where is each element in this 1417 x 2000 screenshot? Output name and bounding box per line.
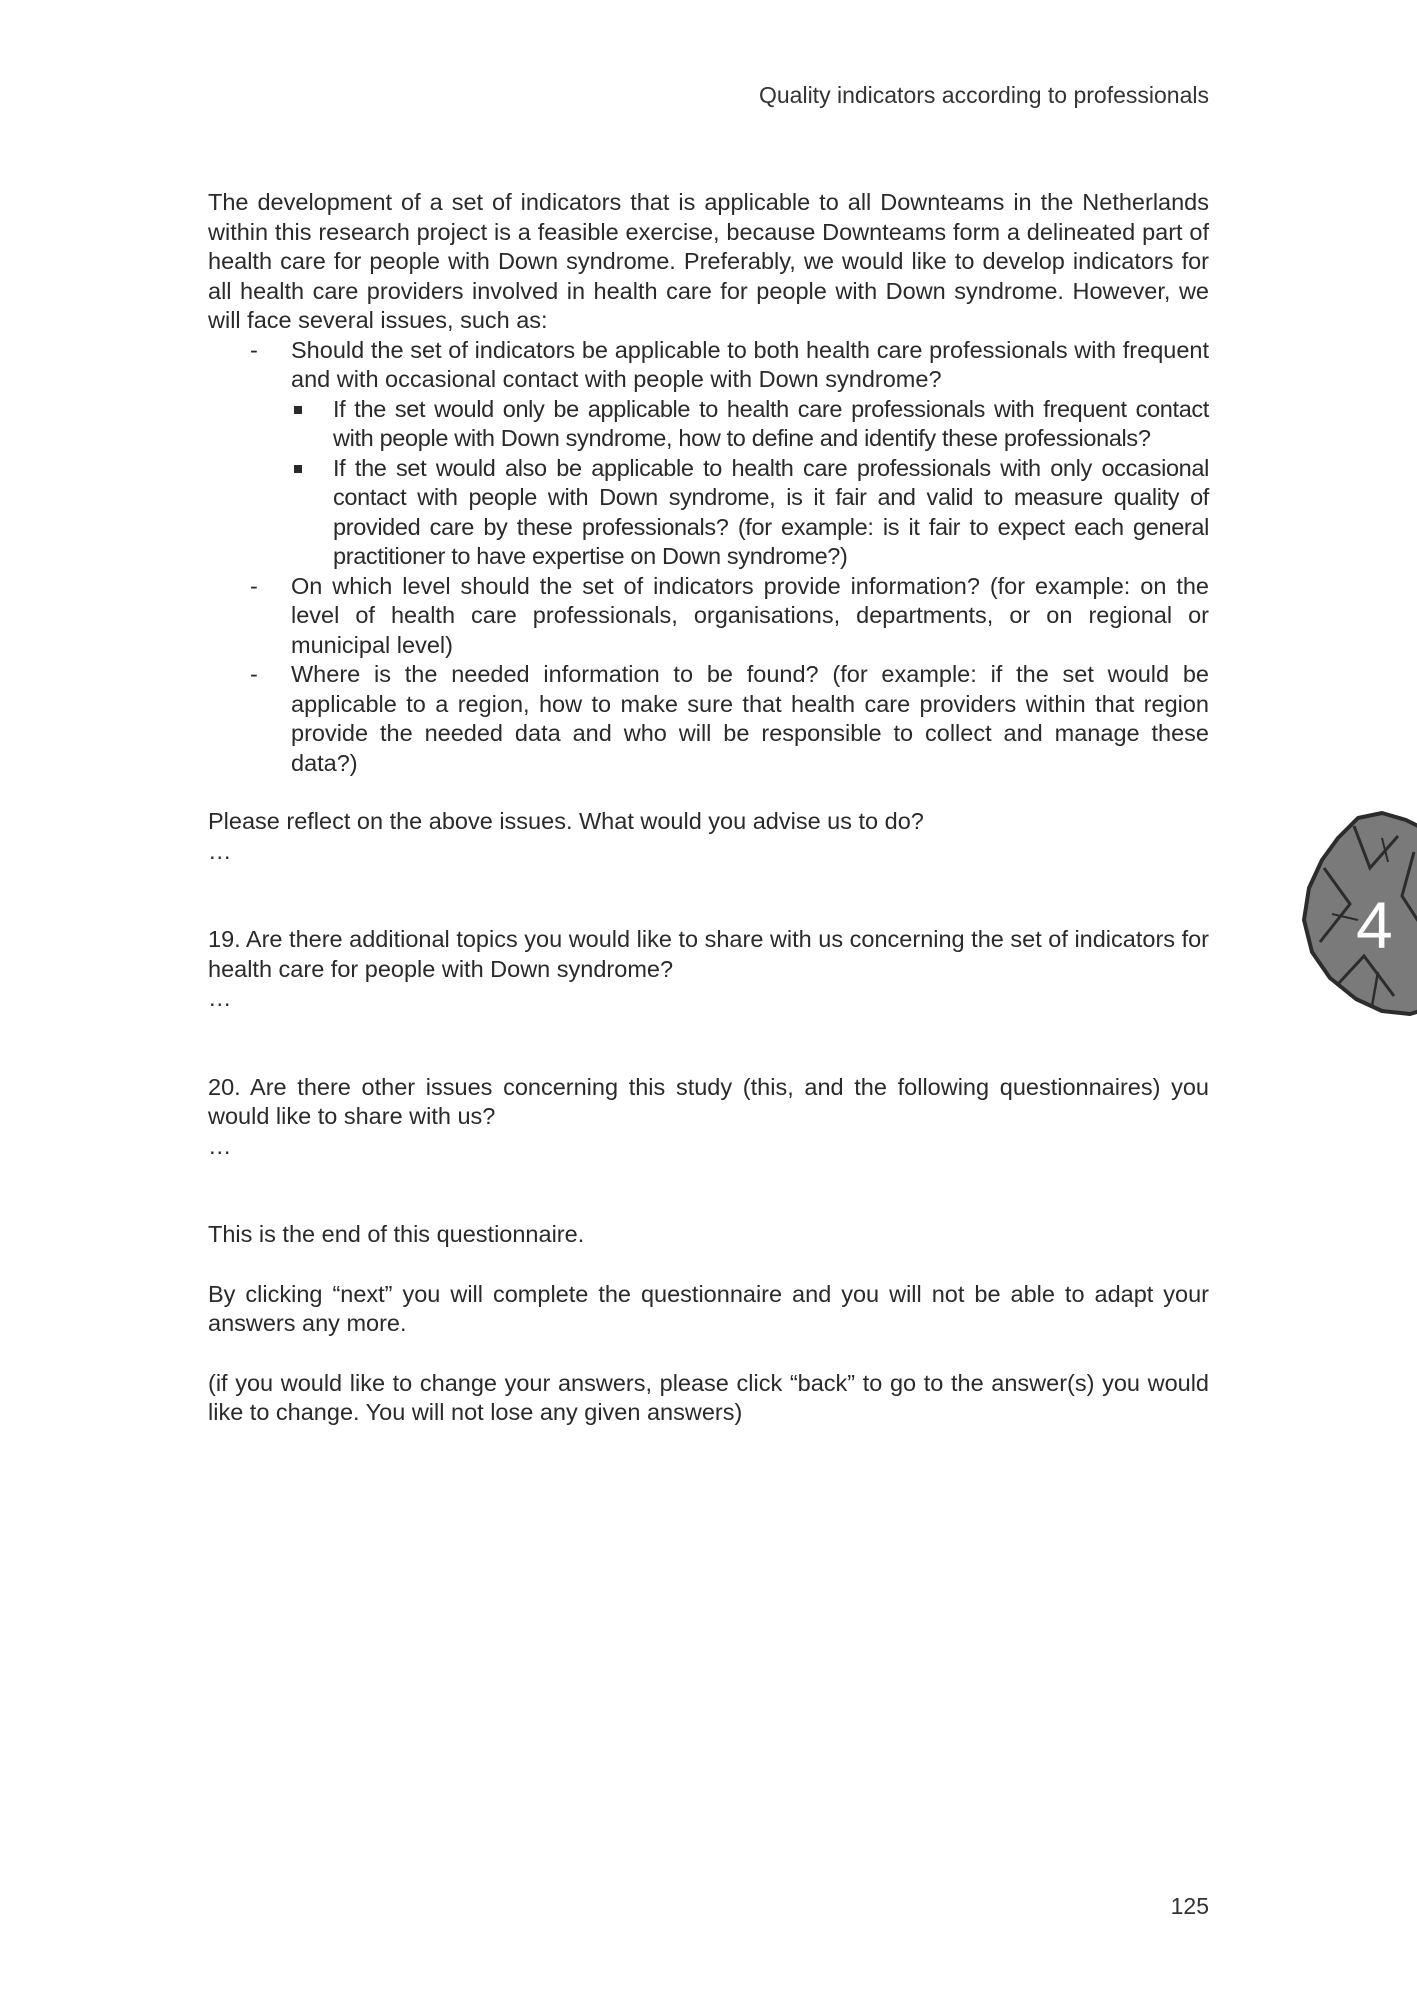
sub-issue-text: If the set would only be applicable to health care professionals with frequent contact with people with Down syndrome, how to define and identify these professionals? xyxy=(333,395,1209,451)
dash-marker: - xyxy=(250,572,258,599)
answer-placeholder: … xyxy=(208,985,232,1011)
next-notice: By clicking “next” you will complete the questionnaire and you will not be able to adapt your answers any more. xyxy=(208,1280,1209,1336)
issue-item xyxy=(208,572,1209,661)
issue-text: On which level should the set of indicators provide information? (for example: on the level of health care professionals, organisations, departments, or on regional or municipal level) xyxy=(291,572,1209,658)
issue-text: Should the set of indicators be applicable to both health care professionals with frequent and with occasional contact with people with Down syndrome? xyxy=(291,336,1209,392)
back-notice: (if you would like to change your answers, please click “back” to go to the answer(s) you would like to change. You will not lose any given answers) xyxy=(208,1369,1209,1425)
page-content xyxy=(208,188,1209,1428)
page-number: 125 xyxy=(1170,1893,1209,1919)
issue-item xyxy=(208,336,1209,572)
issue-text: Where is the needed information to be found? (for example: if the set would be applicable to a region, how to make sure that health care providers within that region provide the needed data and who will be responsible to collect and manage these data?) xyxy=(291,661,1209,776)
chapter-badge-graphic xyxy=(1298,808,1417,1020)
intro-paragraph: The development of a set of indicators that is applicable to all Downteams in the Netherlands within this research project is a feasible exercise, because Downteams form a delineated part of health care for people with Down syndrome. Preferably, we would like to develop indicators for all health care providers involved in health care for people with Down syndrome. However, we will face several issues, such as: xyxy=(208,189,1209,333)
issue-item xyxy=(208,660,1209,778)
chapter-tab xyxy=(1298,808,1417,1020)
sub-issue-item xyxy=(291,454,1209,572)
running-header: Quality indicators according to professionals xyxy=(758,82,1209,108)
issues-list xyxy=(208,336,1209,779)
square-bullet-icon xyxy=(294,406,302,414)
answer-placeholder: … xyxy=(208,1132,232,1159)
square-bullet-icon xyxy=(294,465,302,473)
question-20: 20. Are there other issues concerning this study (this, and the following questionnaires) you would like to share with us? xyxy=(208,1073,1209,1129)
answer-placeholder: … xyxy=(208,837,232,864)
chapter-number: 4 xyxy=(1356,888,1393,962)
sub-issue-text: If the set would also be applicable to health care professionals with only occasional contact with people with Down syndrome, is it fair and valid to measure quality of provided care by these professionals? (for example: is it fair to expect each general practitioner to have expertise on Down syndrome?) xyxy=(333,454,1209,569)
end-text: This is the end of this questionnaire. xyxy=(208,1221,585,1247)
sub-issues-list xyxy=(291,395,1209,572)
dash-marker: - xyxy=(250,336,258,363)
question-19: 19. Are there additional topics you would like to share with us concerning the set of indicators for health care for people with Down syndrome? xyxy=(208,926,1209,982)
reflect-prompt: Please reflect on the above issues. What would you advise us to do? xyxy=(208,808,924,834)
dash-marker: - xyxy=(250,661,258,687)
sub-issue-item xyxy=(291,395,1209,454)
